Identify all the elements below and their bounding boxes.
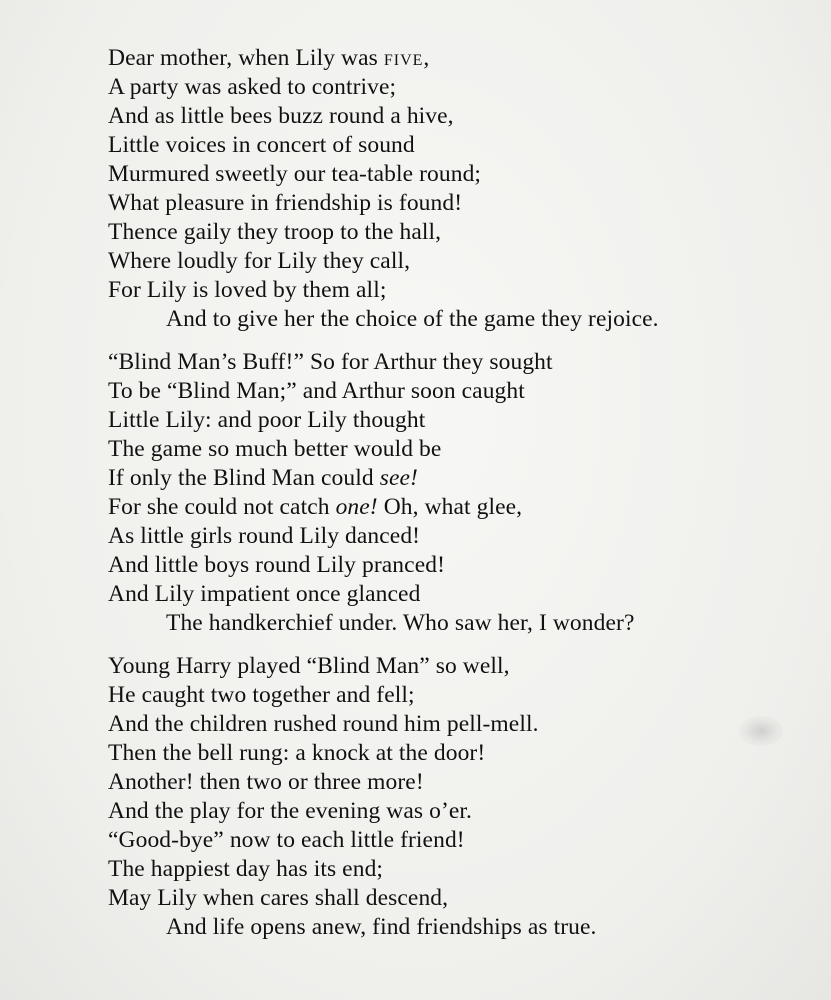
poem-line xyxy=(108,189,808,218)
line-text: He caught two together and fell; xyxy=(108,682,415,708)
poem-line xyxy=(108,768,808,797)
poem-line xyxy=(108,493,808,522)
poem-line xyxy=(108,73,808,102)
line-text: Thence gaily they troop to the hall, xyxy=(108,219,442,245)
line-text: May Lily when cares shall descend, xyxy=(108,885,449,911)
poem-line xyxy=(108,739,808,768)
poem-line xyxy=(108,435,808,464)
line-text: And as little bees buzz round a hive, xyxy=(108,103,454,129)
line-text: And life opens anew, find friendships as true. xyxy=(166,914,597,940)
poem-line xyxy=(108,305,808,334)
line-text: For Lily is loved by them all; xyxy=(108,277,387,303)
line-text: For she could not catch xyxy=(108,494,336,520)
line-text: Then the bell rung: a knock at the door! xyxy=(108,740,486,766)
poem-line xyxy=(108,131,808,160)
line-text: As little girls round Lily danced! xyxy=(108,523,421,549)
line-italic-text: one! xyxy=(335,494,378,520)
poem-line xyxy=(108,464,808,493)
line-text: A party was asked to contrive; xyxy=(108,74,397,100)
poem-line xyxy=(108,609,808,638)
line-text: Where loudly for Lily they call, xyxy=(108,248,411,274)
poem-line xyxy=(108,855,808,884)
line-text: Young Harry played “Blind Man” so well, xyxy=(108,653,510,679)
line-text: “Good-bye” now to each little friend! xyxy=(108,827,465,853)
line-smallcaps-text: five, xyxy=(383,45,431,71)
poem-line xyxy=(108,406,808,435)
line-text: The game so much better would be xyxy=(108,436,442,462)
poem-line xyxy=(108,551,808,580)
poem-line xyxy=(108,276,808,305)
line-text: Dear mother, when Lily was xyxy=(108,45,384,71)
line-text: What pleasure in friendship is found! xyxy=(108,190,463,216)
poem-line xyxy=(108,913,808,942)
poem-line xyxy=(108,348,808,377)
poem-line xyxy=(108,710,808,739)
line-text: To be “Blind Man;” and Arthur soon caught xyxy=(108,378,525,404)
line-text-after: Oh, what glee, xyxy=(377,494,523,520)
line-text: If only the Blind Man could xyxy=(108,465,380,491)
line-text: Murmured sweetly our tea-table round; xyxy=(108,161,482,187)
poem-line xyxy=(108,580,808,609)
poem-line xyxy=(108,102,808,131)
line-text: And Lily impatient once glanced xyxy=(108,581,421,607)
line-text: “Blind Man’s Buff!” So for Arthur they sought xyxy=(108,349,553,375)
line-text: And the children rushed round him pell-mell. xyxy=(108,711,539,737)
line-text: The handkerchief under. Who saw her, I wonder? xyxy=(166,610,635,636)
poem-line xyxy=(108,797,808,826)
poem-line xyxy=(108,884,808,913)
line-text: The happiest day has its end; xyxy=(108,856,384,882)
poem-line xyxy=(108,681,808,710)
line-text: Another! then two or three more! xyxy=(108,769,424,795)
poem xyxy=(108,44,808,942)
poem-line xyxy=(108,218,808,247)
poem-line xyxy=(108,247,808,276)
stanza xyxy=(108,44,808,334)
stanza xyxy=(108,348,808,638)
line-text: Little Lily: and poor Lily thought xyxy=(108,407,426,433)
line-text: And the play for the evening was o’er. xyxy=(108,798,473,824)
poem-line xyxy=(108,826,808,855)
line-text: And little boys round Lily pranced! xyxy=(108,552,445,578)
poem-line xyxy=(108,44,808,73)
poem-line xyxy=(108,522,808,551)
poem-line xyxy=(108,160,808,189)
poem-line xyxy=(108,377,808,406)
line-text: And to give her the choice of the game they rejoice. xyxy=(166,306,659,332)
line-italic-text: see! xyxy=(379,465,418,491)
line-text: Little voices in concert of sound xyxy=(108,132,415,158)
poem-line xyxy=(108,652,808,681)
stanza xyxy=(108,652,808,942)
